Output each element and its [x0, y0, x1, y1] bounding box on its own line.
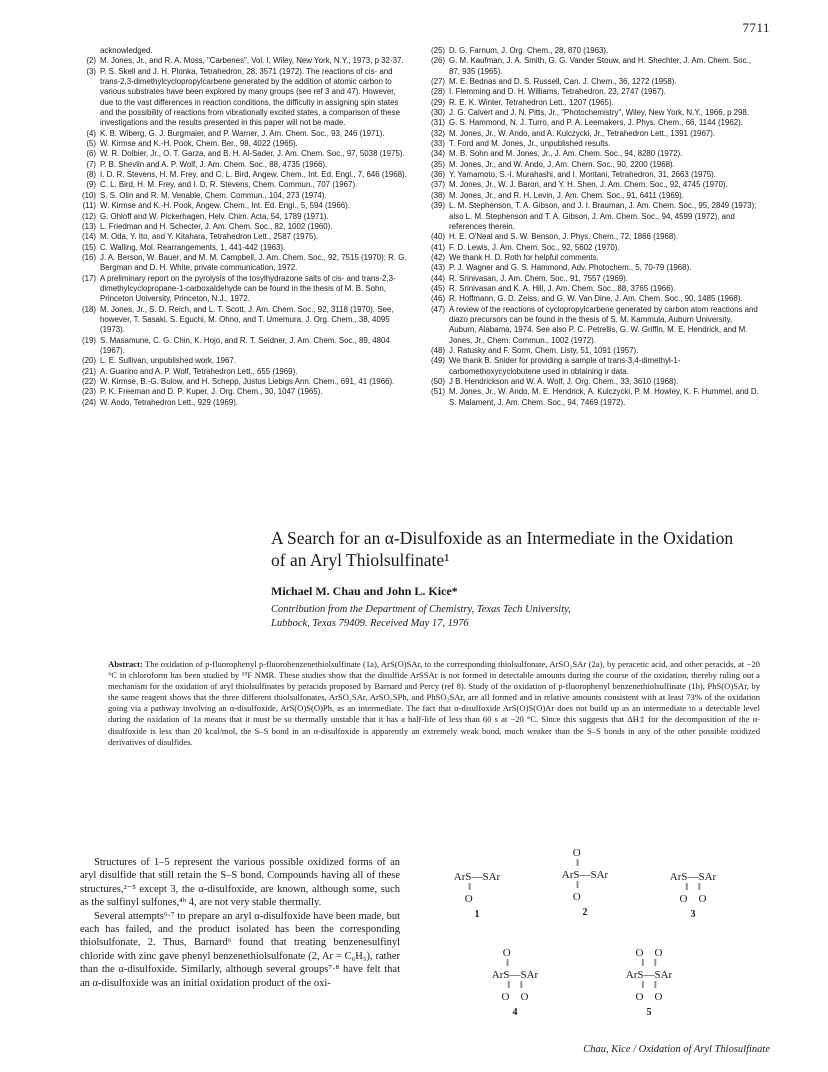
- reference-number: (20): [81, 356, 96, 366]
- reference-item: [429, 118, 759, 128]
- reference-item: [80, 253, 410, 274]
- reference-item: [429, 46, 759, 56]
- structure-number: 3: [690, 909, 696, 920]
- reference-item: [80, 377, 410, 387]
- reference-text: T. Ford and M. Jones, Jr., unpublished results.: [449, 139, 611, 149]
- reference-text: R. Hoffmann, G. D. Zeiss, and G. W. Van Dine, J. Am. Chem. Soc., 90, 1485 (1968).: [449, 294, 743, 304]
- reference-text: J B. Hendrickson and W. A. Wolf, J. Org. Chem., 33, 3610 (1968).: [449, 377, 679, 386]
- reference-text: R. E. K. Winter, Tetrahedron Lett., 1207 (1965).: [449, 97, 614, 107]
- reference-item: [429, 98, 759, 108]
- reference-item: [429, 284, 759, 294]
- reference-text: M. Jones, Jr., W. Ando, M. E. Hendrick, A. Kulczycki, P. M. Howley, K. F. Hummel, and D. S. Malament, J. Am. Chem. Soc., 94, 7469 (1972).: [449, 387, 759, 407]
- reference-number: (40): [430, 232, 445, 242]
- reference-number: (41): [430, 242, 445, 252]
- reference-number: (7): [86, 159, 96, 169]
- reference-item: [80, 274, 410, 305]
- reference-text: A preliminary report on the pyrolysis of the tosylhydrazone salts of cis- and trans-2,3-dimethylcyclopropane-1-carboxaldehyde can be found in the thesis of M. B. Sohn, Princeton University, Princeton, N.J., 1972.: [100, 273, 396, 304]
- structure-3: [658, 871, 728, 921]
- references-left-column: [80, 46, 410, 408]
- reference-number: (8): [86, 170, 96, 180]
- reference-number: (33): [430, 139, 445, 149]
- reference-text: S. Masamune, C. G. Chin, K. Hojo, and R. T. Seidner, J. Am. Chem. Soc., 89, 4804 (1967).: [100, 335, 390, 355]
- reference-number: (17): [81, 273, 96, 283]
- reference-number: (9): [86, 180, 96, 190]
- reference-item: [429, 139, 759, 149]
- reference-item: [429, 377, 759, 387]
- reference-item: [80, 232, 410, 242]
- reference-item: [429, 191, 759, 201]
- reference-number: (10): [81, 190, 96, 200]
- running-footer: Chau, Kice / Oxidation of Aryl Thiosulfinate: [583, 1044, 770, 1055]
- abstract: [108, 659, 760, 748]
- reference-number: (43): [430, 263, 445, 273]
- reference-item: [429, 263, 759, 273]
- structure-top: O O: [635, 947, 663, 959]
- reference-number: (25): [430, 46, 445, 55]
- reference-text: M. Jones, Jr., and R. A. Moss, "Carbenes", Vol. I, Wiley, New York, N.Y., 1973, p 32-37.: [100, 56, 404, 66]
- reference-text: M. Jones, Jr., and R. H. Levin, J. Am. Chem. Soc., 91, 6411 (1969).: [449, 190, 684, 200]
- reference-item: [429, 87, 759, 97]
- structure-bottom-bond: ‖ ‖: [507, 980, 523, 991]
- structure-bottom: O O: [635, 991, 663, 1003]
- reference-text: F. D. Lewis, J. Am. Chem. Soc., 92, 5602 (1970).: [449, 242, 620, 252]
- reference-item: [80, 387, 410, 397]
- abstract-label: Abstract:: [108, 659, 143, 669]
- reference-text: A. Guarino and A. P. Wolf, Tetrahedron Lett., 655 (1969).: [100, 366, 298, 376]
- reference-number: (18): [81, 304, 96, 314]
- reference-number: (14): [81, 232, 96, 242]
- structure-top-bond: ‖ ‖: [641, 958, 657, 969]
- reference-number: (3): [86, 66, 96, 76]
- reference-item: [80, 129, 410, 139]
- reference-number: (47): [430, 304, 445, 314]
- reference-item: [429, 170, 759, 180]
- reference-number: (22): [81, 377, 96, 386]
- reference-number: (50): [430, 377, 445, 386]
- reference-text: G. M. Kaufman, J. A. Smith, G. G. Vander Stouw, and H. Shechter, J. Am. Chem. Soc., 87, 935 (1965).: [449, 56, 752, 76]
- reference-text: L. E. Sullivan, unpublished work, 1967.: [100, 356, 236, 366]
- reference-text: M. Jones, Jr., and W. Ando, J. Am. Chem. Soc., 90, 2200 (1968).: [449, 159, 675, 169]
- reference-number: (45): [430, 283, 445, 293]
- reference-number: (4): [86, 128, 96, 138]
- reference-number: (26): [430, 56, 445, 66]
- reference-text: M. Jones, Jr., S. D. Reich, and L. T. Scott, J. Am. Chem. Soc., 92, 3118 (1970). See, however, T. Sasaki, S. Eguchi, M. Ohno, and T. Umemura, J. Org. Chem., 38, 4095 (1973).: [100, 304, 394, 335]
- structure-top: O: [502, 947, 528, 959]
- body-text: [80, 856, 400, 990]
- reference-number: (12): [81, 211, 96, 221]
- reference-number: (36): [430, 170, 445, 180]
- reference-text: R. Srinivasan and K. A. Hill, J. Am. Chem. Soc., 88, 3765 (1966).: [449, 283, 676, 293]
- structure-bottom-bond: ‖: [468, 882, 486, 893]
- reference-text: M. Jones, Jr., W. Ando, and A. Kulczycki, Jr., Tetrahedron Lett., 1391 (1967).: [449, 128, 716, 138]
- structure-number: 2: [582, 907, 588, 918]
- reference-item: [80, 243, 410, 253]
- reference-item: [80, 367, 410, 377]
- structure-bottom: O: [572, 891, 598, 903]
- structure-1: [442, 871, 512, 921]
- reference-text: L. Friedman and H. Schecter, J. Am. Chem. Soc., 82, 1002 (1960).: [100, 221, 333, 231]
- reference-number: (11): [82, 201, 96, 211]
- reference-number: (6): [86, 149, 96, 159]
- reference-text: W. Kirmse and K.-H. Pook, Chem. Ber., 98, 4022 (1965).: [100, 139, 298, 149]
- reference-item: [80, 336, 410, 357]
- reference-item: [429, 294, 759, 304]
- reference-item: [429, 346, 759, 356]
- reference-number: (21): [81, 366, 96, 376]
- reference-number: (2): [86, 56, 96, 66]
- reference-text: M. Oda, Y. Ito, and Y. Kitahara, Tetrahedron Lett., 2587 (1975).: [100, 232, 319, 242]
- reference-item: [80, 160, 410, 170]
- reference-number: (35): [430, 159, 445, 169]
- reference-number: (19): [81, 335, 96, 345]
- reference-text: D. G. Farnum, J. Org. Chem., 28, 870 (1963).: [449, 46, 609, 55]
- reference-text: G. S. Hammond, N. J. Turro, and P. A. Leemakers, J. Phys. Chem., 66, 1144 (1962).: [449, 118, 743, 128]
- reference-number: (39): [430, 201, 445, 211]
- chemical-structures: [430, 847, 760, 1047]
- reference-number: (29): [430, 97, 445, 107]
- references-right-column: [429, 46, 759, 408]
- reference-item: [80, 191, 410, 201]
- reference-number: (51): [430, 387, 445, 397]
- reference-item: [429, 387, 759, 408]
- reference-item: [429, 274, 759, 284]
- reference-text: Y. Yamamoto, S.-I. Murahashi, and I. Moritani, Tetrahedron, 31, 2663 (1975).: [449, 170, 716, 180]
- reference-text: H. E. O'Neal and S. W. Benson, J. Phys. Chem., 72, 1866 (1968).: [449, 232, 679, 242]
- reference-item: [80, 201, 410, 211]
- reference-item: [80, 139, 410, 149]
- structure-formula: ArS—SAr: [453, 871, 501, 883]
- reference-text: W. Kirmse and K.-H. Pook, Angew. Chem., Int. Ed. Engl., 5, 594 (1966).: [100, 201, 350, 211]
- structure-bottom-bond: ‖ ‖: [685, 882, 701, 893]
- reference-number: (23): [81, 387, 96, 397]
- reference-text: W. R. Dolbier, Jr., O. T. Garza, and B. H. Al-Sader, J. Am. Chem. Soc., 97, 5038 (1975).: [100, 149, 405, 159]
- reference-item: [429, 243, 759, 253]
- reference-text: P. J. Wagner and G. S. Hammond, Adv. Photochem., 5, 70-79 (1968).: [449, 263, 692, 273]
- reference-item: [80, 149, 410, 159]
- reference-text: S. S. Olin and R. M. Venable, Chem. Commun., 104, 273 (1974).: [100, 190, 327, 200]
- reference-text: P. K. Freeman and D. P. Kuper, J. Org. Chem., 30, 1047 (1965).: [100, 387, 323, 397]
- reference-number: (16): [81, 252, 96, 262]
- abstract-text: The oxidation of p-fluorophenyl p-fluorobenzenethiolsulfinate (1a), ArS(O)SAr, to the corresponding thiolsulfonate, ArSO₂SAr (2a), by peracetic acid, and other peracids, at −20 °C in chloroform has been studied by ¹⁹F NMR. These studies show that the disulfide ArSSAr is not formed in detectable amounts during the course of the oxidation, thereby ruling out a mechanism for the oxidation of aryl thiolsulfinates by peracids proposed by Barnard and Percy (ref 8). Study of the oxidation of p-fluorophenyl benzenethiolsulfinate (1b), PhS(O)SAr, by the same reagent shows that the three different thiolsulfonates, ArSO₂SAr, ArSO₂SPh, and PhSO₂SAr, are all formed and in relative amounts consistent with at least 73% of the oxidation going via a pathway involving an α-disulfoxide, ArS(O)S(O)Ph, as an intermediate. The fact that α-disulfoxide ArS(O)S(O)Ar does not build up as an intermediate to a detectable level during the oxidation of 1a means that it must be so thermally unstable that it has a half-life of less than 60 s at −20 °C. Since this suggests that ΔH‡ for the decomposition of the α-disulfoxide is less than 20 kcal/mol, the S–S bond in an α-disulfoxide is apparently an extremely weak bond, much weaker than the S–S bonds in any of the other possible oxidized derivatives of disulfides.: [108, 659, 760, 747]
- reference-item: [80, 398, 410, 408]
- reference-text: J. Ratusky and F. Sorm, Chem. Listy, 51, 1091 (1957).: [449, 345, 639, 355]
- structure-5: [614, 947, 684, 1019]
- reference-number: (13): [81, 221, 96, 231]
- reference-number: (24): [81, 397, 96, 407]
- reference-number: (48): [430, 345, 445, 355]
- reference-item: [429, 232, 759, 242]
- reference-item: [80, 356, 410, 366]
- reference-item: [429, 77, 759, 87]
- reference-item: [429, 149, 759, 159]
- reference-number: (49): [430, 356, 445, 366]
- reference-text: M. E. Bednas and D. S. Russell, Can. J. Chem., 36, 1272 (1958).: [449, 77, 677, 87]
- reference-item: [429, 129, 759, 139]
- reference-text: We thank B. Snider for providing a sample of trans-3,4-dimethyl-1-carbomethoxycyclobutene used in obtaining ir data.: [449, 356, 681, 376]
- reference-text: M. Jones, Jr., W. J. Baron, and Y. H. Shen, J. Am. Chem. Soc., 92, 4745 (1970).: [449, 180, 728, 190]
- reference-number: (42): [430, 252, 445, 262]
- reference-text: acknowledged.: [100, 46, 153, 55]
- structure-top-bond: ‖: [576, 858, 594, 869]
- reference-number: (27): [430, 77, 445, 87]
- structure-formula: ArS—SAr: [491, 969, 539, 981]
- reference-number: (46): [430, 294, 445, 304]
- body-paragraph: Structures of 1–5 represent the various possible oxidized forms of an aryl disulfide that still retain the S–S bond. Compounds having all of these structures,²⁻⁵ except 3, the α-disulfoxide, are known, although some, such as the sulfinyl sulfones,⁴ᵇ 4, are not very stable thermally.: [80, 857, 400, 909]
- reference-text: G. Ohloff and W. Pickerhagen, Helv. Chim. Acta, 54, 1789 (1971).: [100, 211, 329, 221]
- reference-text: A review of the reactions of cyclopropylcarbene generated by carbon atom reactions and diazo precursors can be found in the thesis of S. M. Kammula, Auburn University, Auburn, Alabama, 1974. See also P. C. Petrellis, G. W. Griffin, M. E. Hendrick, and M. Jones, Jr., Chem. Commun., 1002 (1972).: [449, 304, 758, 345]
- structure-top: O: [572, 847, 598, 859]
- reference-text: C. L. Bird, H. M. Frey, and I. D. R. Stevens, Chem. Commun., 707 (1967).: [100, 180, 358, 190]
- structure-2: [550, 847, 620, 919]
- body-paragraph: Several attempts⁶·⁷ to prepare an aryl α-disulfoxide have been made, but each has failed, and the product isolated has been the corresponding thiolsulfonate, 2. Thus, Barnard⁶ found that treating benzenesulfinyl chloride with zinc gave phenyl benzenethiolsulfonate (2, Ar = C₆H₅), rather than the α-disulfoxide. Similarly, although several groups⁷·⁸ have felt that an α-disulfoxide was an initial oxidation product of the oxi-: [80, 910, 400, 989]
- reference-number: (34): [430, 149, 445, 159]
- structure-bottom: O: [464, 893, 490, 905]
- article-affiliation: Contribution from the Department of Chemistry, Texas Tech University, Lubbock, Texas 79409. Received May 17, 1976: [271, 604, 571, 629]
- reference-item: [80, 180, 410, 190]
- reference-item: [429, 160, 759, 170]
- reference-number: (44): [430, 273, 445, 283]
- structure-top-bond: ‖: [506, 958, 524, 969]
- reference-text: W. Kirmse, B.-G. Bulow, and H. Schepp, Justus Liebigs Ann. Chem., 691, 41 (1966).: [100, 377, 395, 386]
- reference-number: (30): [430, 108, 445, 118]
- reference-number: (5): [86, 139, 96, 149]
- structure-bottom-bond: ‖: [576, 880, 594, 891]
- reference-text: I. Flemming and D. H. Williams, Tetrahedron, 23, 2747 (1967).: [449, 87, 666, 97]
- reference-item: [429, 201, 759, 232]
- reference-item: [429, 253, 759, 263]
- reference-item: [429, 108, 759, 118]
- structure-number: 4: [512, 1007, 518, 1018]
- reference-text: J. A. Berson, W. Bauer, and M. M. Campbell, J. Am. Chem. Soc., 92, 7515 (1970); R. G. Bergman and D. H. White, private communication, 1972.: [100, 252, 407, 273]
- reference-text: We thank H. D. Roth for helpful comments.: [449, 252, 599, 262]
- reference-item: [429, 180, 759, 190]
- structure-formula: ArS—SAr: [625, 969, 673, 981]
- reference-item: [80, 212, 410, 222]
- reference-number: (37): [430, 180, 445, 190]
- reference-text: K. B. Wiberg, G. J. Burgmaier, and P. Warner, J. Am. Chem. Soc., 93, 246 (1971).: [100, 128, 385, 138]
- reference-item: [80, 305, 410, 336]
- reference-item: [429, 356, 759, 377]
- structure-formula: ArS—SAr: [561, 869, 609, 881]
- reference-number: (28): [430, 87, 445, 97]
- reference-text: J. G. Calvert and J. N. Pitts, Jr., "Photochemistry", Wiley, New York, N.Y., 1966, p 298.: [449, 108, 750, 118]
- structure-formula: ArS—SAr: [669, 871, 717, 883]
- reference-number: (15): [81, 242, 96, 252]
- reference-text: L. M. Stephenson, T. A. Gibson, and J. I. Brauman, J. Am. Chem. Soc., 95, 2849 (1973); also L. M. Stephenson and T. A. Gibson, J. Am. Chem. Soc., 94, 4599 (1972), and references therein.: [449, 201, 757, 231]
- structure-bottom-bond: ‖ ‖: [641, 980, 657, 991]
- reference-item: [80, 222, 410, 232]
- reference-number: (38): [430, 190, 445, 200]
- structure-4: [480, 947, 550, 1019]
- reference-text: P. B. Shevlin and A. P. Wolf, J. Am. Chem. Soc., 88, 4735 (1966).: [100, 159, 328, 169]
- reference-text: C. Walling, Mol. Rearrangements, 1, 441-442 (1963).: [100, 242, 286, 252]
- reference-item: [429, 56, 759, 77]
- reference-text: M. B. Sohn and M. Jones, Jr., J. Am. Chem. Soc., 94, 8280 (1972).: [449, 149, 683, 159]
- reference-item: [80, 46, 410, 56]
- article-title: A Search for an α-Disulfoxide as an Intermediate in the Oxidation of an Aryl Thiolsulfinate¹: [271, 528, 734, 570]
- reference-text: R. Srinivasan, J. Am. Chem. Soc., 91, 7557 (1969).: [449, 273, 628, 283]
- article-authors: Michael M. Chau and John L. Kice*: [271, 584, 458, 598]
- reference-text: W. Ando, Tetrahedron Lett., 929 (1969).: [100, 397, 239, 407]
- reference-item: [80, 56, 410, 66]
- reference-item: [80, 67, 410, 129]
- reference-text: I. D. R. Stevens, H. M. Frey, and C. L. Bird, Angew. Chem., Int. Ed. Engl., 7, 646 (1968).: [100, 170, 407, 180]
- structure-number: 1: [474, 909, 480, 920]
- reference-item: [80, 170, 410, 180]
- reference-text: P. S. Skell and J. H. Plonka, Tetrahedron, 28, 3571 (1972). The reactions of cis- and trans-2,3-dimethylcyclopropylcarbene generated by the addition of atomic carbon to various substrates have been explored by many groups (see ref 3 and 47). However, due to the vast differences in reaction conditions, the difficulty in assigning spin states and the possibility of reactions from vibrationally excited states, a comparison of these investigations and the results presented in this paper will not be made.: [100, 66, 400, 128]
- structure-bottom: O O: [501, 991, 529, 1003]
- structure-number: 5: [646, 1007, 652, 1018]
- reference-number: (31): [430, 118, 445, 128]
- reference-number: (32): [430, 128, 445, 138]
- page-number: 7711: [742, 20, 770, 35]
- reference-item: [429, 305, 759, 346]
- structure-bottom: O O: [679, 893, 707, 905]
